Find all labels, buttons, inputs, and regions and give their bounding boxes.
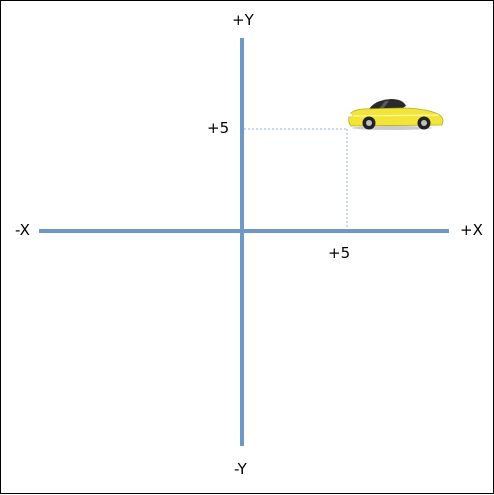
pos-y-label: +Y <box>232 11 254 29</box>
yellow-car-icon <box>348 99 443 130</box>
neg-x-label: -X <box>15 221 30 239</box>
y-value-label: +5 <box>207 119 230 137</box>
neg-y-label: -Y <box>234 460 247 478</box>
pos-x-label: +X <box>460 221 483 239</box>
x-value-label: +5 <box>328 244 351 262</box>
coordinate-plane <box>1 1 494 495</box>
